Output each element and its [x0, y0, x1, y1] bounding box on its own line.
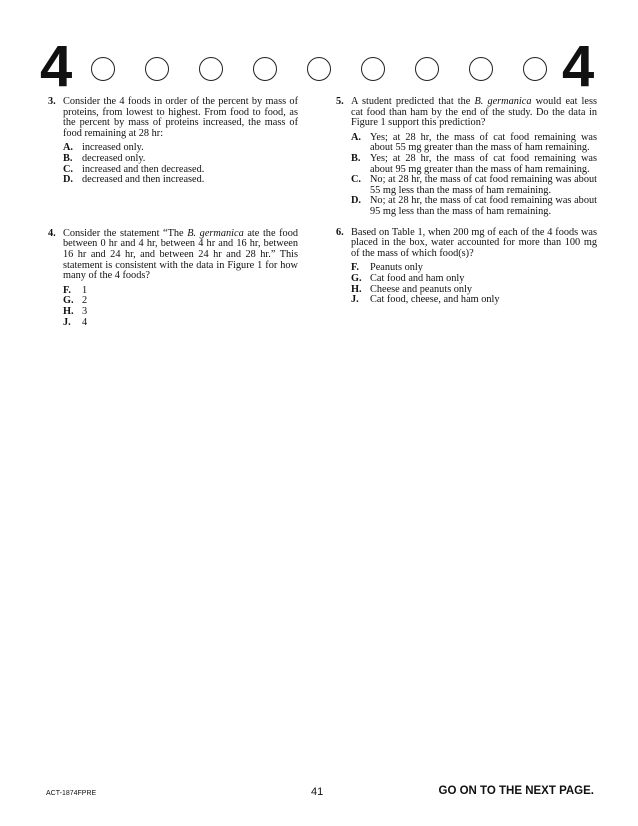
option-letter: H. [351, 283, 362, 295]
option-letter: C. [351, 174, 362, 186]
right-column [336, 97, 597, 306]
header-circle-icon [253, 57, 277, 81]
option-text: 2 [82, 295, 88, 307]
section-number-right: 4 [562, 34, 595, 99]
option-text: Cat food, cheese, and ham only [370, 294, 500, 306]
question-text: Consider the 4 foods in order of the percent by mass of proteins, from lowest to highest. From food to food, as the percent by mass of proteins increased, the mass of food remaining at 28 hr: [63, 96, 298, 139]
option-letter: G. [63, 295, 74, 307]
section-number-left: 4 [40, 34, 73, 99]
question-text-part: Consider the statement “The [63, 227, 188, 239]
question-text [351, 97, 597, 129]
answer-option-h[interactable] [63, 307, 298, 318]
option-letter: B. [63, 152, 73, 164]
option-text: Yes; at 28 hr, the mass of cat food remaining was about 55 mg greater than the mass of ham remaining. [370, 131, 597, 154]
question-4 [48, 229, 298, 328]
option-letter: D. [63, 174, 74, 186]
option-text: 4 [82, 316, 88, 328]
answer-option-j[interactable] [63, 318, 298, 329]
option-letter: D. [351, 195, 362, 207]
option-text: decreased only. [82, 152, 146, 164]
question-text-part: would eat less cat food than ham by the end of the study. Do the data in Figure 1 support this prediction? [351, 96, 597, 129]
answer-options [351, 133, 597, 218]
option-letter: F. [351, 262, 359, 274]
answer-option-c[interactable] [351, 175, 597, 196]
option-text: Peanuts only [370, 262, 423, 274]
answer-option-b[interactable] [63, 154, 298, 165]
answer-options [351, 263, 597, 305]
header-circle-icon [145, 57, 169, 81]
option-text: Yes; at 28 hr, the mass of cat food remaining was about 95 mg greater than the mass of ham remaining. [370, 152, 597, 175]
option-letter: A. [63, 142, 74, 154]
section-header [0, 0, 638, 100]
header-circle-icon [415, 57, 439, 81]
page-number: 41 [311, 786, 324, 798]
option-text: Cat food and ham only [370, 272, 465, 284]
option-letter: G. [351, 272, 362, 284]
answer-option-b[interactable] [351, 154, 597, 175]
question-text: Based on Table 1, when 200 mg of each of the 4 foods was placed in the box, water accounted for more than 100 mg of the mass of which food(s)? [351, 226, 597, 259]
answer-option-g[interactable] [63, 296, 298, 307]
header-circle-icon [523, 57, 547, 81]
question-6 [336, 228, 597, 306]
header-circle-icon [307, 57, 331, 81]
answer-option-j[interactable] [351, 295, 597, 306]
question-number: 3. [48, 96, 56, 107]
header-circle-icon [469, 57, 493, 81]
option-text: increased only. [82, 142, 144, 154]
question-text-part: A student predicted that the [351, 96, 475, 107]
option-letter: A. [351, 131, 362, 143]
option-text: 3 [82, 305, 88, 317]
question-number: 6. [336, 226, 344, 238]
answer-option-a[interactable] [351, 133, 597, 154]
option-letter: F. [63, 284, 71, 296]
form-code: ACT-1874FPRE [46, 790, 97, 797]
option-text: 1 [82, 284, 88, 296]
species-name: B. germanica [187, 227, 244, 239]
question-text [63, 229, 298, 282]
answer-options [63, 286, 298, 328]
answer-option-f[interactable] [63, 286, 298, 297]
option-letter: J. [63, 316, 71, 328]
header-circle-icon [199, 57, 223, 81]
left-column [48, 97, 298, 328]
question-text-part: ate the food between 0 hr and 4 hr, between 4 hr and 16 hr, between 16 hr and 24 hr, and between 24 hr and 28 hr.” This statement is consistent with the data in Figure 1 for how many of the 4 foods? [63, 227, 298, 282]
species-name: B. germanica [474, 96, 532, 107]
header-circle-icon [91, 57, 115, 81]
option-text: Cheese and peanuts only [370, 283, 473, 295]
option-letter: B. [351, 152, 361, 164]
question-5 [336, 97, 597, 218]
question-3 [48, 97, 298, 186]
option-letter: H. [63, 305, 74, 317]
option-text: increased and then decreased. [82, 163, 205, 175]
question-number: 5. [336, 96, 344, 107]
answer-option-d[interactable] [63, 175, 298, 186]
option-letter: C. [63, 163, 74, 175]
answer-option-g[interactable] [351, 274, 597, 285]
option-letter: J. [351, 294, 359, 306]
option-text: decreased and then increased. [82, 174, 205, 186]
option-text: No; at 28 hr, the mass of cat food remaining was about 55 mg less than the mass of ham remaining. [370, 174, 597, 196]
answer-options [63, 143, 298, 185]
header-circle-icon [361, 57, 385, 81]
option-text: No; at 28 hr, the mass of cat food remaining was about 95 mg less than the mass of ham remaining. [370, 195, 597, 217]
answer-option-d[interactable] [351, 196, 597, 217]
next-page-notice: GO ON TO THE NEXT PAGE. [438, 785, 594, 797]
question-number: 4. [48, 227, 56, 239]
